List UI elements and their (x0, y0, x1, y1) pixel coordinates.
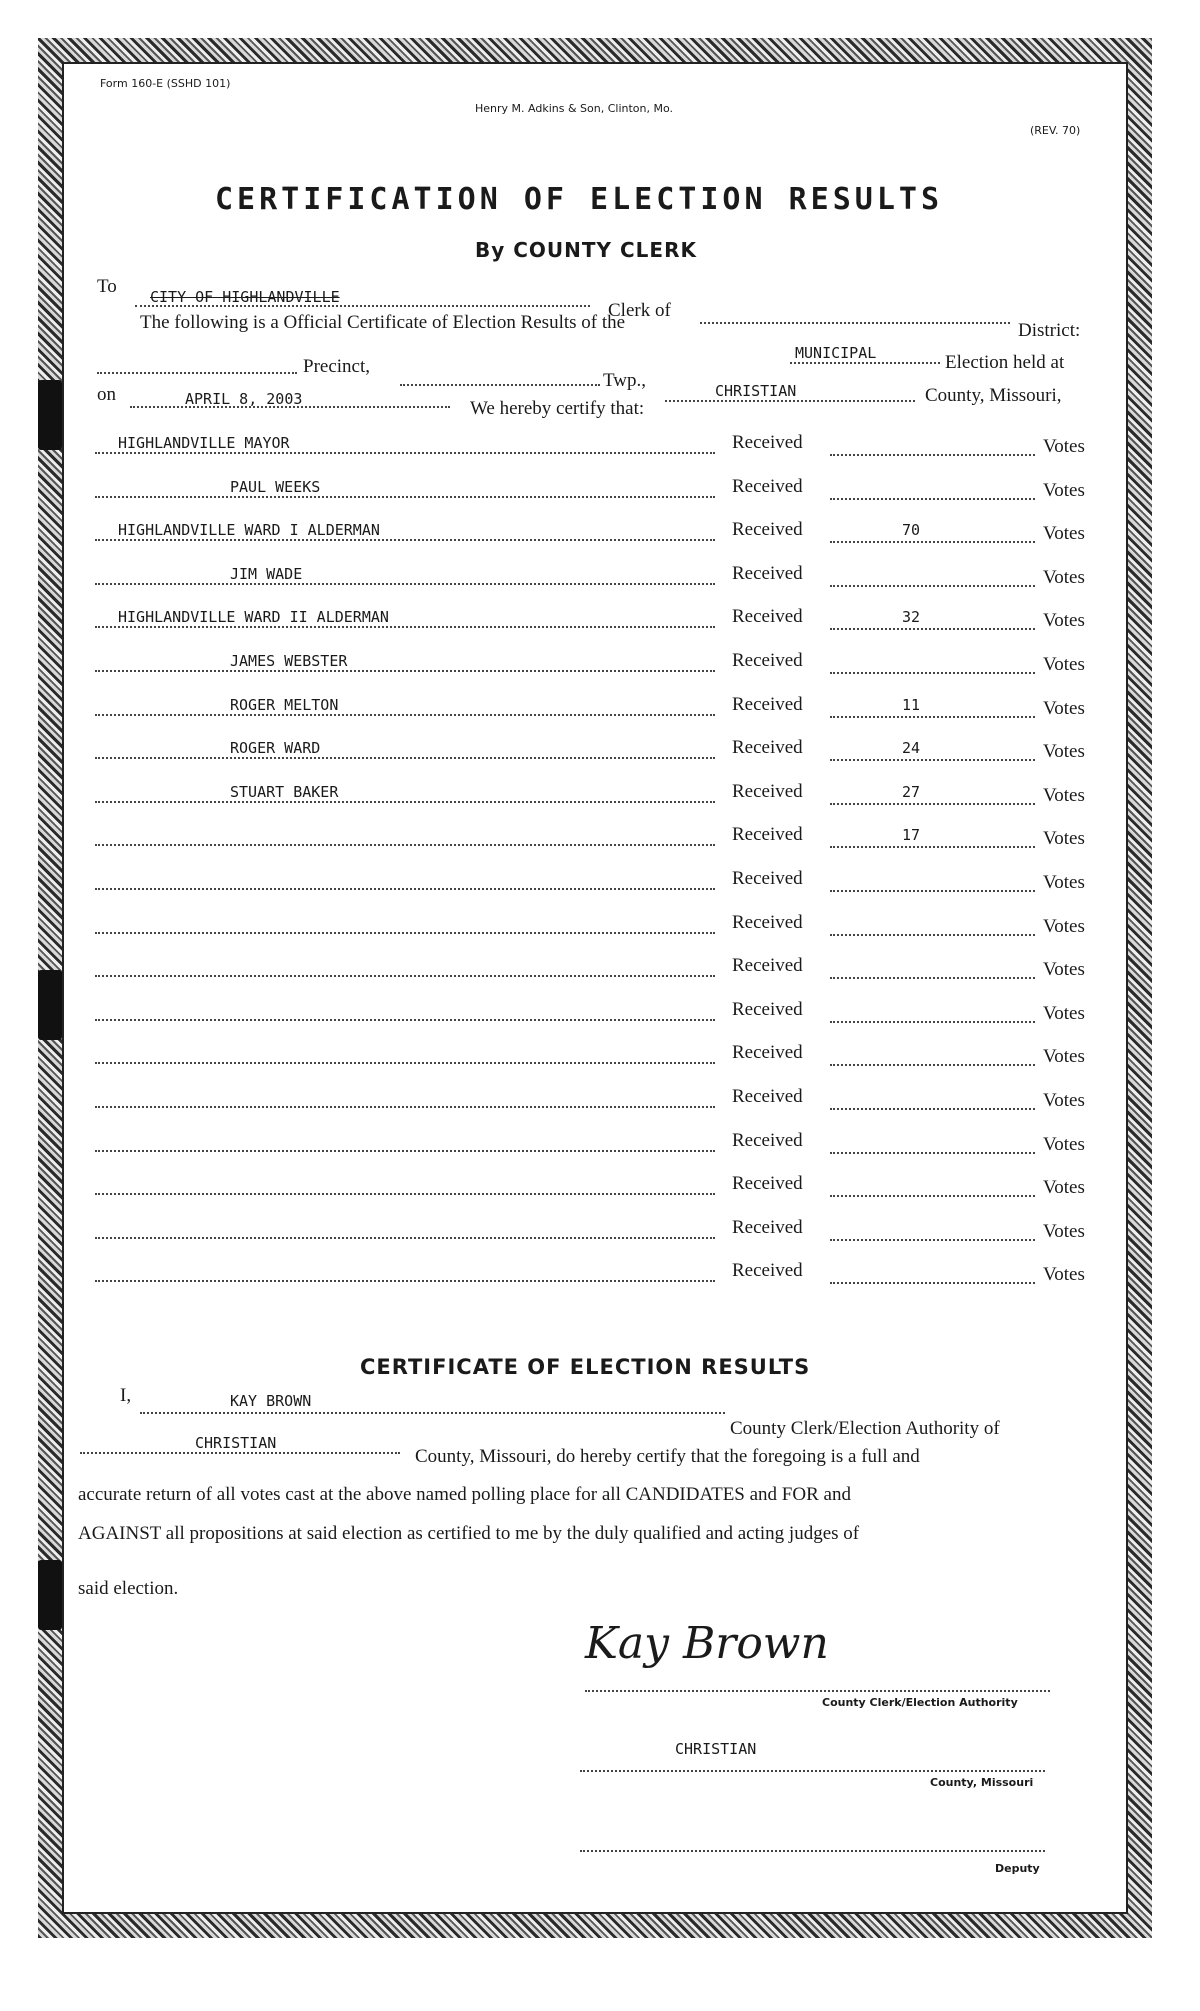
received-label: Received (732, 737, 803, 758)
election-type-line (790, 362, 940, 364)
votes-label: Votes (1043, 523, 1085, 544)
candidate-line (95, 1193, 715, 1195)
votes-line (830, 1064, 1035, 1066)
candidate-name: HIGHLANDVILLE WARD I ALDERMAN (118, 521, 380, 539)
vote-count: 27 (902, 783, 921, 801)
votes-label: Votes (1043, 1221, 1085, 1242)
votes-line (830, 672, 1035, 674)
votes-label: Votes (1043, 654, 1085, 675)
candidate-name: JIM WADE (230, 565, 303, 583)
received-label: Received (732, 955, 803, 976)
signature-line (585, 1690, 1050, 1692)
binder-tab (38, 970, 62, 1040)
received-label: Received (732, 1173, 803, 1194)
election-type: MUNICIPAL (795, 344, 877, 362)
certificate-text-3: AGAINST all propositions at said election as certified to me by the duly qualified and acting judges of (78, 1523, 860, 1544)
candidate-line (95, 1019, 715, 1021)
page-subtitle: By COUNTY CLERK (475, 238, 697, 262)
received-label: Received (732, 1042, 803, 1063)
candidate-line (95, 1237, 715, 1239)
deputy-line (580, 1850, 1045, 1852)
votes-label: Votes (1043, 785, 1085, 806)
candidate-line (95, 1280, 715, 1282)
clerk-of-line (700, 322, 1010, 324)
candidate-line (95, 452, 715, 454)
vote-count: 32 (902, 608, 921, 626)
votes-line (830, 1021, 1035, 1023)
county-label: County, Missouri, (925, 385, 1062, 406)
form-number: Form 160-E (SSHD 101) (100, 77, 231, 90)
twp-line (400, 384, 600, 386)
votes-line (830, 454, 1035, 456)
received-label: Received (732, 694, 803, 715)
vote-count: 70 (902, 521, 921, 539)
candidate-name: HIGHLANDVILLE MAYOR (118, 434, 290, 452)
clerk-of-label: Clerk of (608, 300, 671, 321)
county-line (665, 400, 915, 402)
votes-line (830, 1108, 1035, 1110)
votes-label: Votes (1043, 480, 1085, 501)
clerk-title: County Clerk/Election Authority of (730, 1418, 1000, 1439)
votes-line (830, 759, 1035, 761)
votes-line (830, 1282, 1035, 1284)
votes-label: Votes (1043, 741, 1085, 762)
votes-label: Votes (1043, 610, 1085, 631)
county-value: CHRISTIAN (715, 382, 797, 400)
votes-label: Votes (1043, 1134, 1085, 1155)
binder-tab (38, 1560, 62, 1630)
certificate-text-1: County, Missouri, do hereby certify that the foregoing is a full and (415, 1446, 920, 1467)
election-date: APRIL 8, 2003 (185, 390, 303, 408)
received-label: Received (732, 519, 803, 540)
certificate-text-2: accurate return of all votes cast at the above named polling place for all CANDIDATES and FOR and (78, 1484, 851, 1505)
received-label: Received (732, 1260, 803, 1281)
candidate-line (95, 583, 715, 585)
candidate-name: STUART BAKER (230, 783, 339, 801)
votes-line (830, 934, 1035, 936)
received-label: Received (732, 868, 803, 889)
candidate-line (95, 932, 715, 934)
received-label: Received (732, 999, 803, 1020)
certify-label: We hereby certify that: (470, 398, 645, 419)
certificate-county: CHRISTIAN (195, 1434, 277, 1452)
candidate-name: ROGER WARD (230, 739, 321, 757)
votes-line (830, 716, 1035, 718)
candidate-line (95, 670, 715, 672)
election-held-label: Election held at (945, 352, 1065, 373)
certificate-title: CERTIFICATE OF ELECTION RESULTS (360, 1355, 811, 1379)
precinct-label: Precinct, (303, 356, 371, 377)
revision-number: (REV. 70) (1030, 124, 1081, 137)
clerk-name: KAY BROWN (230, 1392, 312, 1410)
precinct-line (97, 372, 297, 374)
votes-label: Votes (1043, 1046, 1085, 1067)
candidate-line (95, 1062, 715, 1064)
received-label: Received (732, 1130, 803, 1151)
on-label: on (97, 384, 116, 405)
intro-text: The following is a Official Certificate of Election Results of the (140, 312, 626, 333)
to-value: CITY OF HIGHLANDVILLE (150, 288, 340, 306)
twp-label: Twp., (603, 370, 647, 391)
votes-line (830, 498, 1035, 500)
candidate-name: PAUL WEEKS (230, 478, 321, 496)
received-label: Received (732, 563, 803, 584)
received-label: Received (732, 476, 803, 497)
votes-line (830, 890, 1035, 892)
votes-label: Votes (1043, 959, 1085, 980)
certificate-county-line (80, 1452, 400, 1454)
votes-label: Votes (1043, 436, 1085, 457)
candidate-line (95, 801, 715, 803)
binder-tab (38, 380, 62, 450)
candidate-name: HIGHLANDVILLE WARD II ALDERMAN (118, 608, 389, 626)
printer-name: Henry M. Adkins & Son, Clinton, Mo. (475, 102, 674, 115)
votes-label: Votes (1043, 872, 1085, 893)
candidate-line (95, 626, 715, 628)
votes-line (830, 585, 1035, 587)
votes-line (830, 1152, 1035, 1154)
sig-county-line (580, 1770, 1045, 1772)
vote-count: 17 (902, 826, 921, 844)
vote-count: 24 (902, 739, 921, 757)
votes-label: Votes (1043, 828, 1085, 849)
received-label: Received (732, 650, 803, 671)
candidate-line (95, 844, 715, 846)
votes-line (830, 628, 1035, 630)
received-label: Received (732, 432, 803, 453)
district-label: District: (1018, 320, 1081, 341)
votes-line (830, 1239, 1035, 1241)
county-caption: County, Missouri (930, 1776, 1034, 1789)
certificate-text-4: said election. (78, 1578, 179, 1599)
i-label: I, (120, 1385, 132, 1406)
votes-label: Votes (1043, 567, 1085, 588)
votes-line (830, 846, 1035, 848)
candidate-name: ROGER MELTON (230, 696, 339, 714)
votes-label: Votes (1043, 1090, 1085, 1111)
candidate-name: JAMES WEBSTER (230, 652, 348, 670)
votes-line (830, 803, 1035, 805)
candidate-line (95, 888, 715, 890)
candidate-line (95, 539, 715, 541)
votes-label: Votes (1043, 916, 1085, 937)
candidate-line (95, 1106, 715, 1108)
received-label: Received (732, 824, 803, 845)
votes-line (830, 1195, 1035, 1197)
to-label: To (97, 276, 117, 297)
votes-label: Votes (1043, 698, 1085, 719)
candidate-line (95, 757, 715, 759)
page-title: CERTIFICATION OF ELECTION RESULTS (215, 182, 944, 217)
clerk-signature: Kay Brown (585, 1618, 829, 1669)
received-label: Received (732, 781, 803, 802)
vote-count: 11 (902, 696, 921, 714)
votes-label: Votes (1043, 1264, 1085, 1285)
votes-line (830, 541, 1035, 543)
votes-label: Votes (1043, 1003, 1085, 1024)
received-label: Received (732, 912, 803, 933)
signature-caption: County Clerk/Election Authority (822, 1696, 1018, 1709)
candidate-line (95, 496, 715, 498)
received-label: Received (732, 1217, 803, 1238)
deputy-caption: Deputy (995, 1862, 1040, 1875)
candidate-line (95, 1150, 715, 1152)
signature-county: CHRISTIAN (675, 1740, 757, 1758)
received-label: Received (732, 606, 803, 627)
votes-label: Votes (1043, 1177, 1085, 1198)
received-label: Received (732, 1086, 803, 1107)
clerk-name-line (140, 1412, 725, 1414)
candidate-line (95, 714, 715, 716)
votes-line (830, 977, 1035, 979)
candidate-line (95, 975, 715, 977)
